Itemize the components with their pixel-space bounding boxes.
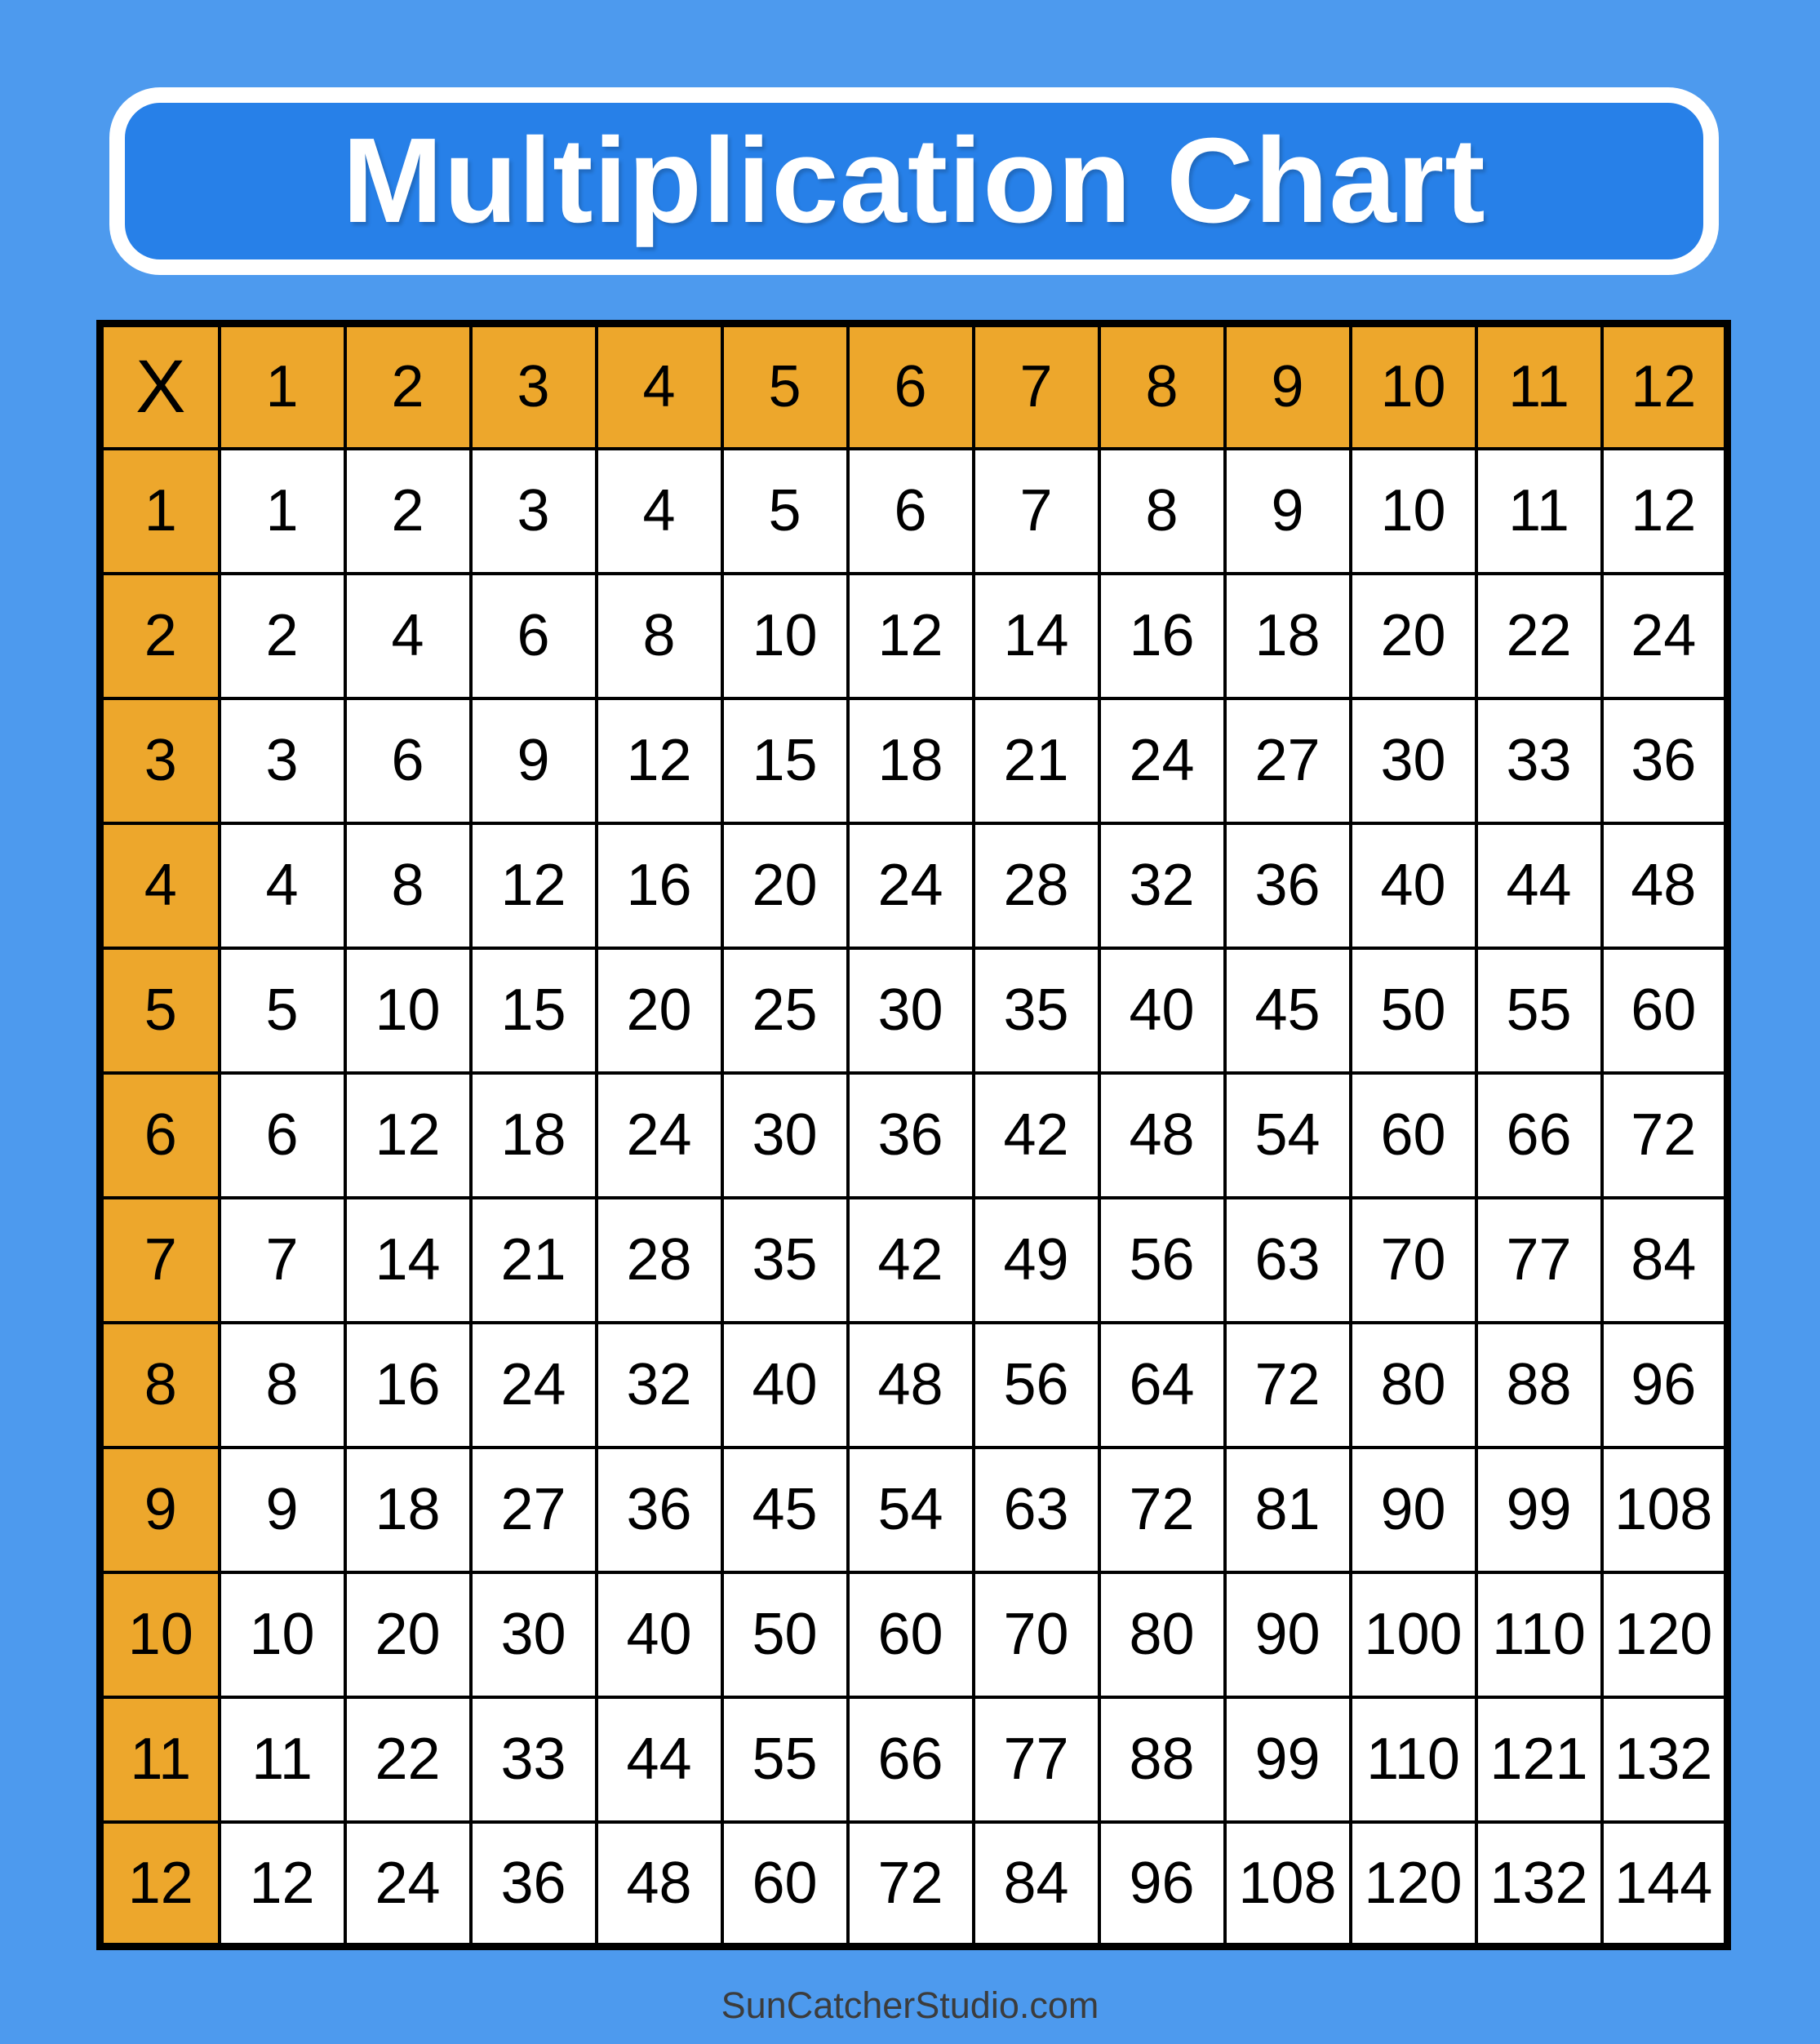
product-cell: 36 xyxy=(597,1448,722,1572)
title-banner xyxy=(109,87,1719,275)
product-cell: 12 xyxy=(848,574,974,698)
corner-cell: X xyxy=(100,324,220,449)
row-header: 1 xyxy=(100,449,220,574)
product-cell: 22 xyxy=(345,1697,471,1822)
product-cell: 120 xyxy=(1351,1822,1476,1947)
product-cell: 45 xyxy=(722,1448,848,1572)
product-cell: 25 xyxy=(722,948,848,1073)
product-cell: 55 xyxy=(722,1697,848,1822)
product-cell: 40 xyxy=(722,1323,848,1448)
product-cell: 44 xyxy=(597,1697,722,1822)
product-cell: 60 xyxy=(1351,1073,1476,1198)
product-cell: 4 xyxy=(220,823,345,948)
product-cell: 60 xyxy=(848,1572,974,1697)
product-cell: 11 xyxy=(220,1697,345,1822)
product-cell: 8 xyxy=(597,574,722,698)
product-cell: 10 xyxy=(345,948,471,1073)
product-cell: 99 xyxy=(1225,1697,1351,1822)
column-header: 5 xyxy=(722,324,848,449)
product-cell: 48 xyxy=(848,1323,974,1448)
table-row xyxy=(100,823,1728,948)
product-cell: 132 xyxy=(1476,1822,1602,1947)
table-row xyxy=(100,1073,1728,1198)
product-cell: 88 xyxy=(1099,1697,1225,1822)
table-row xyxy=(100,948,1728,1073)
product-cell: 16 xyxy=(1099,574,1225,698)
column-header: 12 xyxy=(1602,324,1728,449)
product-cell: 7 xyxy=(974,449,1099,574)
row-header: 5 xyxy=(100,948,220,1073)
product-cell: 72 xyxy=(848,1822,974,1947)
product-cell: 9 xyxy=(1225,449,1351,574)
product-cell: 36 xyxy=(471,1822,597,1947)
product-cell: 50 xyxy=(722,1572,848,1697)
product-cell: 49 xyxy=(974,1198,1099,1323)
product-cell: 56 xyxy=(1099,1198,1225,1323)
product-cell: 24 xyxy=(597,1073,722,1198)
product-cell: 110 xyxy=(1476,1572,1602,1697)
product-cell: 50 xyxy=(1351,948,1476,1073)
product-cell: 70 xyxy=(974,1572,1099,1697)
page-title: Multiplication Chart xyxy=(342,113,1486,248)
product-cell: 35 xyxy=(974,948,1099,1073)
product-cell: 64 xyxy=(1099,1323,1225,1448)
product-cell: 16 xyxy=(345,1323,471,1448)
product-cell: 2 xyxy=(220,574,345,698)
column-header: 1 xyxy=(220,324,345,449)
product-cell: 8 xyxy=(220,1323,345,1448)
product-cell: 12 xyxy=(1602,449,1728,574)
product-cell: 24 xyxy=(345,1822,471,1947)
row-header: 11 xyxy=(100,1697,220,1822)
product-cell: 10 xyxy=(722,574,848,698)
product-cell: 56 xyxy=(974,1323,1099,1448)
product-cell: 63 xyxy=(974,1448,1099,1572)
product-cell: 33 xyxy=(471,1697,597,1822)
product-cell: 12 xyxy=(345,1073,471,1198)
column-header: 11 xyxy=(1476,324,1602,449)
column-header: 7 xyxy=(974,324,1099,449)
product-cell: 6 xyxy=(220,1073,345,1198)
product-cell: 40 xyxy=(1351,823,1476,948)
product-cell: 24 xyxy=(1602,574,1728,698)
product-cell: 3 xyxy=(220,698,345,823)
column-header: 6 xyxy=(848,324,974,449)
product-cell: 42 xyxy=(848,1198,974,1323)
row-header: 10 xyxy=(100,1572,220,1697)
product-cell: 54 xyxy=(848,1448,974,1572)
product-cell: 48 xyxy=(1602,823,1728,948)
product-cell: 84 xyxy=(1602,1198,1728,1323)
product-cell: 9 xyxy=(471,698,597,823)
product-cell: 18 xyxy=(471,1073,597,1198)
product-cell: 20 xyxy=(345,1572,471,1697)
product-cell: 121 xyxy=(1476,1697,1602,1822)
product-cell: 72 xyxy=(1225,1323,1351,1448)
row-header: 9 xyxy=(100,1448,220,1572)
table-row xyxy=(100,1448,1728,1572)
product-cell: 12 xyxy=(471,823,597,948)
product-cell: 5 xyxy=(722,449,848,574)
product-cell: 12 xyxy=(220,1822,345,1947)
product-cell: 27 xyxy=(471,1448,597,1572)
product-cell: 108 xyxy=(1225,1822,1351,1947)
product-cell: 96 xyxy=(1602,1323,1728,1448)
product-cell: 7 xyxy=(220,1198,345,1323)
product-cell: 66 xyxy=(848,1697,974,1822)
product-cell: 24 xyxy=(848,823,974,948)
row-header: 4 xyxy=(100,823,220,948)
product-cell: 90 xyxy=(1225,1572,1351,1697)
row-header: 6 xyxy=(100,1073,220,1198)
product-cell: 32 xyxy=(1099,823,1225,948)
header-row xyxy=(100,324,1728,449)
row-header: 8 xyxy=(100,1323,220,1448)
product-cell: 1 xyxy=(220,449,345,574)
product-cell: 36 xyxy=(1602,698,1728,823)
product-cell: 2 xyxy=(345,449,471,574)
table-row xyxy=(100,574,1728,698)
product-cell: 44 xyxy=(1476,823,1602,948)
row-header: 3 xyxy=(100,698,220,823)
product-cell: 4 xyxy=(597,449,722,574)
table-row xyxy=(100,1323,1728,1448)
product-cell: 9 xyxy=(220,1448,345,1572)
table-row xyxy=(100,1572,1728,1697)
product-cell: 40 xyxy=(597,1572,722,1697)
product-cell: 6 xyxy=(848,449,974,574)
product-cell: 90 xyxy=(1351,1448,1476,1572)
product-cell: 14 xyxy=(974,574,1099,698)
product-cell: 27 xyxy=(1225,698,1351,823)
product-cell: 60 xyxy=(722,1822,848,1947)
product-cell: 48 xyxy=(597,1822,722,1947)
table-row xyxy=(100,1822,1728,1947)
column-header: 3 xyxy=(471,324,597,449)
product-cell: 30 xyxy=(722,1073,848,1198)
product-cell: 20 xyxy=(722,823,848,948)
product-cell: 40 xyxy=(1099,948,1225,1073)
product-cell: 18 xyxy=(345,1448,471,1572)
product-cell: 24 xyxy=(471,1323,597,1448)
product-cell: 16 xyxy=(597,823,722,948)
product-cell: 24 xyxy=(1099,698,1225,823)
product-cell: 3 xyxy=(471,449,597,574)
product-cell: 60 xyxy=(1602,948,1728,1073)
product-cell: 28 xyxy=(597,1198,722,1323)
product-cell: 80 xyxy=(1099,1572,1225,1697)
product-cell: 77 xyxy=(974,1697,1099,1822)
product-cell: 28 xyxy=(974,823,1099,948)
product-cell: 6 xyxy=(345,698,471,823)
product-cell: 63 xyxy=(1225,1198,1351,1323)
column-header: 9 xyxy=(1225,324,1351,449)
product-cell: 21 xyxy=(471,1198,597,1323)
product-cell: 10 xyxy=(220,1572,345,1697)
product-cell: 33 xyxy=(1476,698,1602,823)
product-cell: 36 xyxy=(1225,823,1351,948)
product-cell: 12 xyxy=(597,698,722,823)
product-cell: 36 xyxy=(848,1073,974,1198)
product-cell: 8 xyxy=(1099,449,1225,574)
table-row xyxy=(100,698,1728,823)
product-cell: 70 xyxy=(1351,1198,1476,1323)
table-row xyxy=(100,1697,1728,1822)
row-header: 2 xyxy=(100,574,220,698)
product-cell: 20 xyxy=(1351,574,1476,698)
product-cell: 21 xyxy=(974,698,1099,823)
row-header: 12 xyxy=(100,1822,220,1947)
table-row xyxy=(100,1198,1728,1323)
product-cell: 120 xyxy=(1602,1572,1728,1697)
product-cell: 84 xyxy=(974,1822,1099,1947)
product-cell: 32 xyxy=(597,1323,722,1448)
product-cell: 22 xyxy=(1476,574,1602,698)
footer-credit: SunCatcherStudio.com xyxy=(721,1984,1099,2026)
product-cell: 15 xyxy=(722,698,848,823)
product-cell: 132 xyxy=(1602,1697,1728,1822)
column-header: 8 xyxy=(1099,324,1225,449)
product-cell: 55 xyxy=(1476,948,1602,1073)
product-cell: 11 xyxy=(1476,449,1602,574)
product-cell: 110 xyxy=(1351,1697,1476,1822)
product-cell: 99 xyxy=(1476,1448,1602,1572)
product-cell: 72 xyxy=(1602,1073,1728,1198)
product-cell: 80 xyxy=(1351,1323,1476,1448)
product-cell: 15 xyxy=(471,948,597,1073)
product-cell: 4 xyxy=(345,574,471,698)
product-cell: 88 xyxy=(1476,1323,1602,1448)
column-header: 10 xyxy=(1351,324,1476,449)
product-cell: 8 xyxy=(345,823,471,948)
product-cell: 10 xyxy=(1351,449,1476,574)
product-cell: 30 xyxy=(848,948,974,1073)
product-cell: 20 xyxy=(597,948,722,1073)
product-cell: 100 xyxy=(1351,1572,1476,1697)
product-cell: 54 xyxy=(1225,1073,1351,1198)
product-cell: 96 xyxy=(1099,1822,1225,1947)
product-cell: 108 xyxy=(1602,1448,1728,1572)
product-cell: 45 xyxy=(1225,948,1351,1073)
column-header: 4 xyxy=(597,324,722,449)
product-cell: 77 xyxy=(1476,1198,1602,1323)
product-cell: 18 xyxy=(848,698,974,823)
product-cell: 5 xyxy=(220,948,345,1073)
table-body xyxy=(100,449,1728,1947)
product-cell: 35 xyxy=(722,1198,848,1323)
table-row xyxy=(100,449,1728,574)
product-cell: 144 xyxy=(1602,1822,1728,1947)
multiplication-table xyxy=(96,320,1731,1950)
product-cell: 66 xyxy=(1476,1073,1602,1198)
column-header: 2 xyxy=(345,324,471,449)
product-cell: 6 xyxy=(471,574,597,698)
product-cell: 30 xyxy=(471,1572,597,1697)
row-header: 7 xyxy=(100,1198,220,1323)
product-cell: 72 xyxy=(1099,1448,1225,1572)
product-cell: 81 xyxy=(1225,1448,1351,1572)
product-cell: 30 xyxy=(1351,698,1476,823)
product-cell: 18 xyxy=(1225,574,1351,698)
product-cell: 42 xyxy=(974,1073,1099,1198)
product-cell: 14 xyxy=(345,1198,471,1323)
product-cell: 48 xyxy=(1099,1073,1225,1198)
